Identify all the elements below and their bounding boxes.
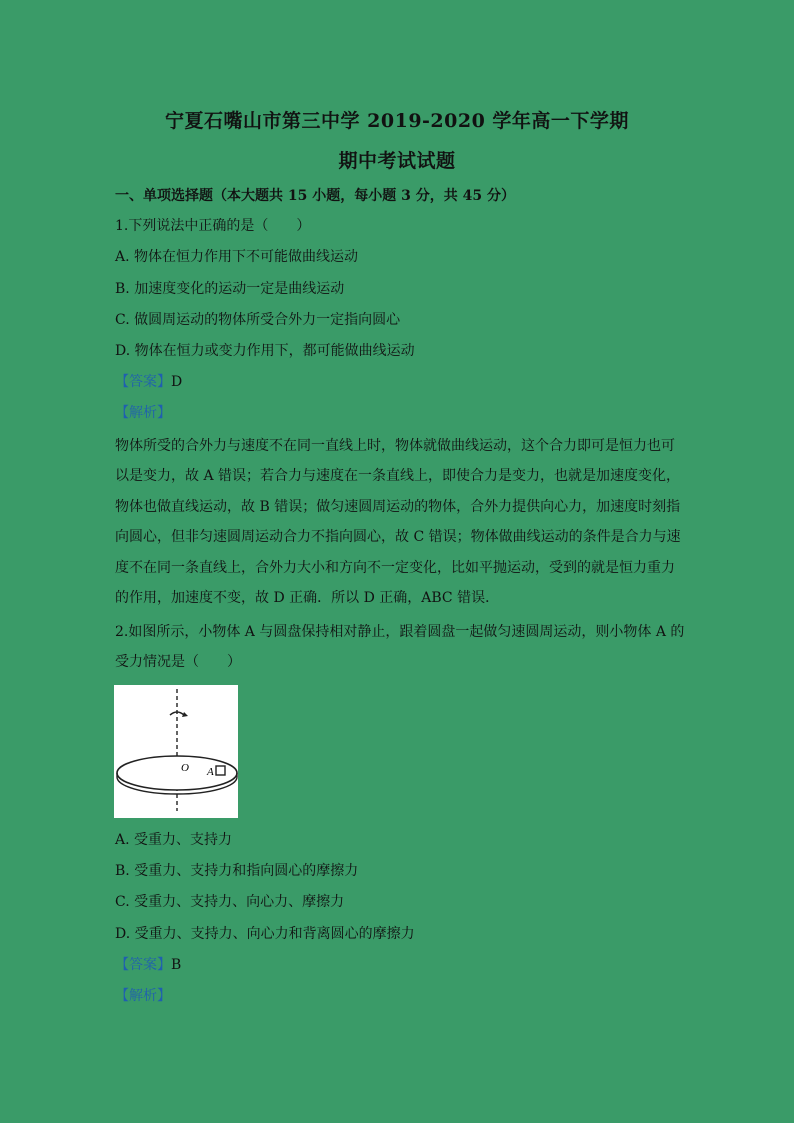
q1-analysis-line: 物体也做直线运动，故 B 错误；做匀速圆周运动的物体，合外力提供向心力，加速度时刻指 [115, 498, 681, 515]
q1-answer-value: D [171, 374, 183, 390]
q1-option-c: C. 做圆周运动的物体所受合外力一定指向圆心 [115, 312, 401, 328]
q2-option-a: A. 受重力、支持力 [115, 832, 233, 848]
doc-title-line-1: 宁夏石嘴山市第三中学 2019-2020 学年高一下学期 [165, 110, 629, 132]
rotating-disk-figure [114, 685, 238, 818]
q1-analysis-line: 以是变力，故 A 错误；若合力与速度在一条直线上，即使合力是变力，也就是加速度变化， [115, 468, 681, 485]
doc-title-line-2: 期中考试试题 [338, 150, 456, 172]
q1-option-a: A. 物体在恒力作用下不可能做曲线运动 [115, 249, 359, 265]
center-label: O [181, 762, 189, 774]
block-label: A [207, 766, 214, 778]
q1-analysis-text [115, 431, 685, 613]
q2-answer-tag: 【答案】 [115, 957, 171, 973]
section-heading: 一、单项选择题（本大题共 15 小题，每小题 3 分，共 45 分） [115, 188, 515, 204]
q2-stem-line: 2.如图所示，小物体 A 与圆盘保持相对静止，跟着圆盘一起做匀速圆周运动，则小物体 A 的 [115, 624, 685, 640]
q2-option-c: C. 受重力、支持力、向心力、摩擦力 [115, 894, 345, 910]
q1-answer [115, 372, 685, 392]
q1-stem: 1.下列说法中正确的是（ ） [115, 218, 311, 234]
q1-analysis-line: 的作用，加速度不变，故 D 正确．所以 D 正确，ABC 错误． [115, 589, 500, 606]
q2-answer [115, 955, 685, 975]
q1-analysis-line: 物体所受的合外力与速度不在同一直线上时，物体就做曲线运动，这个合力即可是恒力也可 [115, 438, 675, 454]
q2-option-b: B. 受重力、支持力和指向圆心的摩擦力 [115, 863, 359, 879]
block-a [216, 766, 225, 775]
q2-option-d: D. 受重力、支持力、向心力和背离圆心的摩擦力 [115, 926, 415, 942]
q1-answer-tag: 【答案】 [115, 374, 171, 390]
q2-analysis-tag: 【解析】 [115, 988, 171, 1004]
q2-answer-value: B [171, 957, 182, 973]
q1-option-d: D. 物体在恒力或变力作用下，都可能做曲线运动 [115, 343, 415, 359]
q1-analysis-tag: 【解析】 [115, 405, 171, 421]
q2-stem [115, 617, 685, 678]
q1-analysis-line: 度不在同一条直线上，合外力大小和方向不一定变化，比如平抛运动，受到的就是恒力重力 [115, 559, 675, 576]
q1-analysis-line: 向圆心，但非匀速圆周运动合力不指向圆心，故 C 错误；物体做曲线运动的条件是合力与速 [115, 529, 681, 546]
q2-stem-line: 受力情况是（ ） [115, 654, 241, 671]
disk-diagram [114, 685, 238, 818]
q1-option-b: B. 加速度变化的运动一定是曲线运动 [115, 281, 345, 297]
